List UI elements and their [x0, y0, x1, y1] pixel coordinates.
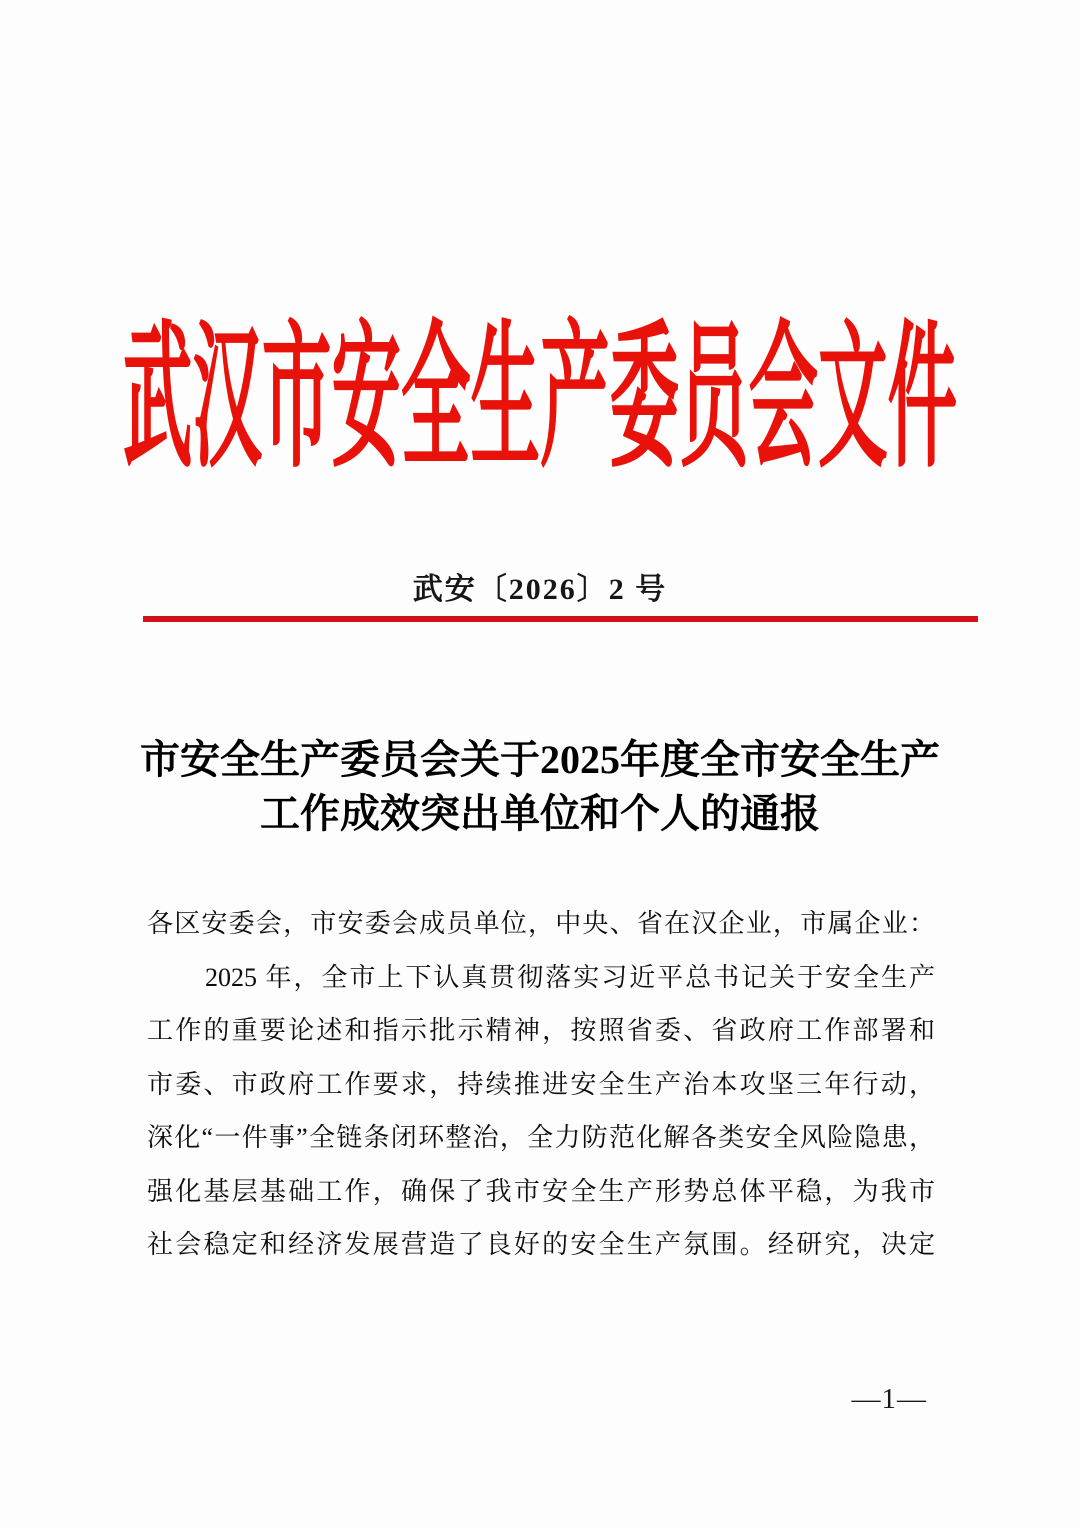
issuing-org-title: 武汉市安全生产委员会文件 [122, 312, 958, 487]
body-line: 工作的重要论述和指示批示精神，按照省委、省政府工作部署和 [147, 1016, 935, 1045]
red-letterhead [0, 312, 1080, 487]
document-title-line-1: 市安全生产委员会关于2025年度全市安全生产 [140, 737, 940, 782]
body-text [147, 897, 935, 1272]
document-title-line-2: 工作成效突出单位和个人的通报 [260, 791, 820, 836]
salutation-line: 各区安委会，市安委会成员单位，中央、省在汉企业，市属企业： [147, 909, 935, 938]
page-footer [0, 1382, 1080, 1416]
body-line: 社会稳定和经济发展营造了良好的安全生产氛围。经研究，决定 [147, 1230, 935, 1259]
document-title [0, 733, 1080, 841]
body-line: 2025 年，全市上下认真贯彻落实习近平总书记关于安全生产 [205, 962, 935, 992]
body-line: 强化基层基础工作，确保了我市安全生产形势总体平稳，为我市 [147, 1176, 935, 1206]
body-line: 深化“一件事”全链条闭环整治，全力防范化解各类安全风险隐患， [147, 1123, 935, 1152]
red-divider-line [143, 616, 978, 622]
body-line: 市委、市政府工作要求，持续推进安全生产治本攻坚三年行动， [147, 1069, 935, 1099]
page-number: —1— [851, 1383, 927, 1415]
document-number: 武安〔2026〕2 号 [412, 573, 668, 606]
